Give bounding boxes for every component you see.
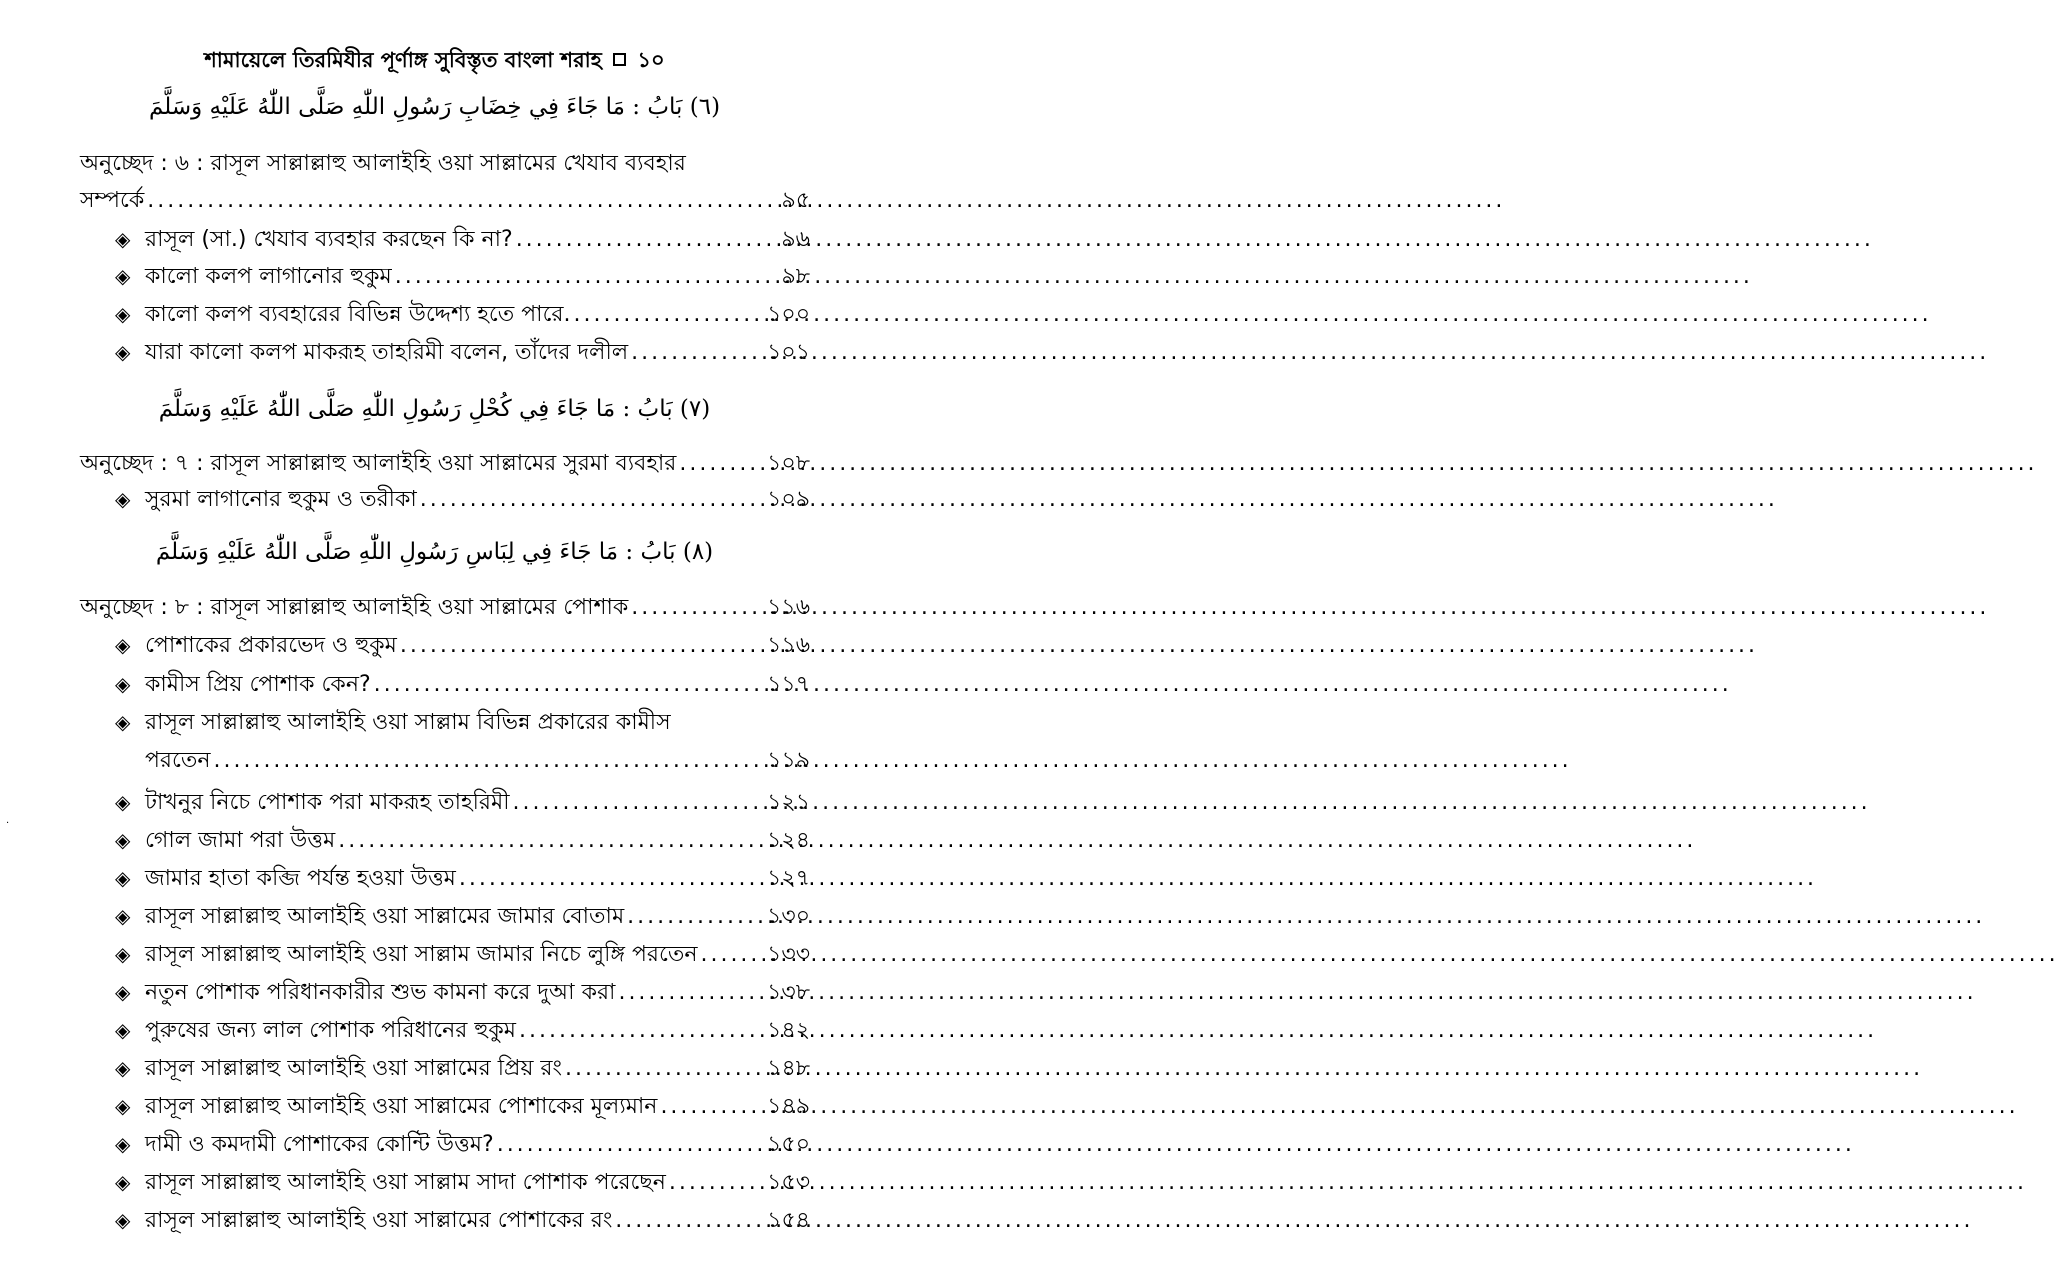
page-ref: ১০৯ [767, 487, 810, 512]
dot-leader [700, 942, 764, 967]
page-ref: ১০১ [767, 340, 810, 365]
page-ref: ১২৭ [767, 866, 810, 891]
entry-text: জামার হাতা কব্জি পর্যন্ত হওয়া উত্তম [145, 866, 456, 891]
entry-text: রাসূল সাল্লাল্লাহু আলাইহি ওয়া সাল্লাম জামার নিচে লুঙ্গি পরতেন [145, 942, 698, 967]
dot-leader [660, 1094, 764, 1119]
toc-entry[interactable] [115, 861, 810, 898]
diamond-bullet-icon: ◈ [115, 1208, 131, 1232]
diamond-bullet-icon: ◈ [115, 1132, 131, 1156]
entry-text: পোশাকের প্রকারভেদ ও হুকুম [145, 633, 397, 658]
page-ref: ১১৭ [767, 672, 810, 697]
toc-entry-chapter-7[interactable] [80, 446, 810, 483]
dot-leader [374, 672, 765, 697]
diamond-bullet-icon: ◈ [115, 1170, 131, 1194]
toc-entry[interactable] [115, 785, 810, 822]
diamond-bullet-icon: ◈ [115, 264, 131, 288]
chapter-7-title: অনুচ্ছেদ : ৭ : রাসূল সাল্লাল্লাহু আলাইহি ওয়া সাল্লামের সুরমা ব্যবহার [80, 451, 677, 476]
diamond-bullet-icon: ◈ [115, 980, 131, 1004]
toc-entry[interactable] [115, 335, 810, 372]
toc-entry[interactable] [115, 1203, 810, 1240]
dot-leader [459, 866, 764, 891]
dot-leader [214, 748, 765, 773]
book-title: শামায়েলে তিরমিযীর পূর্ণাঙ্গ সুবিস্তৃত বাংলা শরাহ [204, 48, 602, 72]
toc-entry-chapter-6[interactable] [80, 183, 810, 220]
toc-entry[interactable] [115, 899, 810, 936]
dot-leader [516, 227, 779, 252]
chapter-8-title: অনুচ্ছেদ : ৮ : রাসূল সাল্লাল্লাহু আলাইহি ওয়া সাল্লামের পোশাক [80, 595, 629, 620]
entry-text: কামীস প্রিয় পোশাক কেন? [145, 672, 371, 697]
toc-entry[interactable] [115, 1127, 810, 1164]
dot-leader [395, 264, 779, 289]
stray-mark: · [6, 818, 10, 829]
dot-leader [513, 790, 765, 815]
toc-entry[interactable] [115, 259, 810, 296]
page-ref: ১৪৯ [767, 1094, 810, 1119]
page-ref: ৯৮ [781, 264, 810, 289]
entry-text: রাসূল সাল্লাল্লাহু আলাইহি ওয়া সাল্লামের প্রিয় রং [145, 1056, 562, 1081]
diamond-bullet-icon: ◈ [115, 1056, 131, 1080]
arabic-heading-chapter-8: (٨) بَابُ : مَا جَاءَ فِي لِبَاسِ رَسُولِ اللّٰهِ صَلَّى اللّٰهُ عَلَيْهِ وَسَلَّمَ [155, 539, 714, 565]
toc-entry[interactable] [115, 1089, 810, 1126]
toc-entry[interactable] [115, 1051, 810, 1088]
page-ref: ৯৬ [781, 227, 810, 252]
arabic-heading-chapter-7: (٧) بَابُ : مَا جَاءَ فِي كُحْلِ رَسُولِ اللّٰهِ صَلَّى اللّٰهُ عَلَيْهِ وَسَلَّمَ [158, 396, 711, 422]
toc-entry[interactable] [115, 297, 810, 334]
diamond-bullet-icon: ◈ [115, 672, 131, 696]
entry-text: কালো কলপ ব্যবহারের বিভিন্ন উদ্দেশ্য হতে পারে. [145, 302, 571, 327]
toc-entry[interactable] [115, 975, 810, 1012]
page-ref: ১২১ [767, 790, 810, 815]
entry-text: কালো কলপ লাগানোর হুকুম [145, 264, 392, 289]
toc-entry[interactable] [115, 222, 810, 259]
entry-text: রাসূল সাল্লাল্লাহু আলাইহি ওয়া সাল্লাম বিভিন্ন প্রকারের কামীস [145, 710, 671, 735]
page-ref: ১১৬ [767, 595, 810, 620]
entry-text: সুরমা লাগানোর হুকুম ও তরীকা [145, 487, 417, 512]
chapter-6-title-line2: সম্পর্কে [80, 188, 145, 213]
page-ref: ১১৯ [767, 748, 810, 773]
dot-leader [574, 302, 765, 327]
toc-entry[interactable] [115, 1013, 810, 1050]
square-box-icon [613, 53, 626, 66]
diamond-bullet-icon: ◈ [115, 227, 131, 251]
page-ref: ১০০ [767, 302, 810, 327]
toc-entry[interactable] [115, 937, 810, 974]
page-ref: ১৩০ [767, 904, 810, 929]
entry-text: রাসূল সাল্লাল্লাহু আলাইহি ওয়া সাল্লামের জামার বোতাম [145, 904, 625, 929]
chapter-6-title-line1: অনুচ্ছেদ : ৬ : রাসূল সাল্লাল্লাহু আলাইহি ওয়া সাল্লামের খেযাব ব্যবহার [80, 151, 686, 176]
dot-leader [669, 1170, 764, 1195]
dot-leader [627, 904, 764, 929]
dot-leader [497, 1132, 764, 1157]
diamond-bullet-icon: ◈ [115, 302, 131, 326]
arabic-heading-chapter-6: (٦) بَابُ : مَا جَاءَ فِي خِضَابِ رَسُولِ اللّٰهِ صَلَّى اللّٰهُ عَلَيْهِ وَسَلَّمَ [148, 94, 721, 120]
dot-leader [631, 340, 764, 365]
entry-text: পুরুষের জন্য লাল পোশাক পরিধানের হুকুম [145, 1018, 517, 1043]
entry-text: নতুন পোশাক পরিধানকারীর শুভ কামনা করে দুআ করা [145, 980, 616, 1005]
diamond-bullet-icon: ◈ [115, 904, 131, 928]
entry-text: রাসূল সাল্লাল্লাহু আলাইহি ওয়া সাল্লামের পোশাকের মূল্যমান [145, 1094, 658, 1119]
diamond-bullet-icon: ◈ [115, 1018, 131, 1042]
diamond-bullet-icon: ◈ [115, 487, 131, 511]
toc-entry-chapter-8[interactable] [80, 590, 810, 627]
entry-text: রাসূল সাল্লাল্লাহু আলাইহি ওয়া সাল্লাম সাদা পোশাক পরেছেন [145, 1170, 666, 1195]
page-ref: ১১৬ [767, 633, 810, 658]
dot-leader [338, 828, 764, 853]
diamond-bullet-icon: ◈ [115, 866, 131, 890]
entry-text: রাসূল (সা.) খেযাব ব্যবহার করছেন কি না? [145, 227, 513, 252]
dot-leader [519, 1018, 764, 1043]
entry-text: দামী ও কমদামী পোশাকের কোন্টি উত্তম? [145, 1132, 494, 1157]
page-number: ১০ [637, 48, 665, 72]
entry-text: রাসূল সাল্লাল্লাহু আলাইহি ওয়া সাল্লামের পোশাকের রং [145, 1208, 613, 1233]
diamond-bullet-icon: ◈ [115, 710, 131, 734]
page-ref: ১৪৮ [767, 1056, 810, 1081]
toc-entry[interactable] [115, 823, 810, 860]
page-ref: ১৫৪ [767, 1208, 810, 1233]
dot-leader [618, 980, 764, 1005]
page-ref: ৯৫ [781, 188, 810, 213]
page-ref: ১৩৩ [767, 942, 810, 967]
diamond-bullet-icon: ◈ [115, 942, 131, 966]
toc-entry[interactable] [115, 482, 810, 519]
dot-leader [565, 1056, 764, 1081]
toc-entry[interactable] [115, 667, 810, 704]
toc-entry[interactable] [115, 628, 810, 665]
entry-text: যারা কালো কলপ মাকরূহ তাহরিমী বলেন, তাঁদের দলীল [145, 340, 629, 365]
page-ref: ১৫৩ [767, 1170, 810, 1195]
toc-entry[interactable] [115, 1165, 810, 1202]
dot-leader [420, 487, 764, 512]
entry-text: গোল জামা পরা উত্তম [145, 828, 336, 853]
diamond-bullet-icon: ◈ [115, 828, 131, 852]
diamond-bullet-icon: ◈ [115, 1094, 131, 1118]
entry-text: টাখনুর নিচে পোশাক পরা মাকরূহ তাহরিমী [145, 790, 510, 815]
toc-entry-line1[interactable] [115, 705, 810, 742]
toc-entry-line2[interactable] [145, 743, 810, 780]
dot-leader [400, 633, 764, 658]
entry-text-continued: পরতেন [145, 748, 211, 773]
dot-leader [631, 595, 764, 620]
page-ref: ১৩৮ [767, 980, 810, 1005]
page-ref: ১৫০ [767, 1132, 810, 1157]
diamond-bullet-icon: ◈ [115, 790, 131, 814]
page-ref: ১২৪ [767, 828, 810, 853]
diamond-bullet-icon: ◈ [115, 633, 131, 657]
dot-leader [679, 451, 764, 476]
dot-leader [615, 1208, 764, 1233]
running-header [0, 44, 869, 79]
diamond-bullet-icon: ◈ [115, 340, 131, 364]
dot-leader [147, 188, 778, 213]
page-ref: ১০৮ [767, 451, 810, 476]
page-ref: ১৪২ [767, 1018, 810, 1043]
